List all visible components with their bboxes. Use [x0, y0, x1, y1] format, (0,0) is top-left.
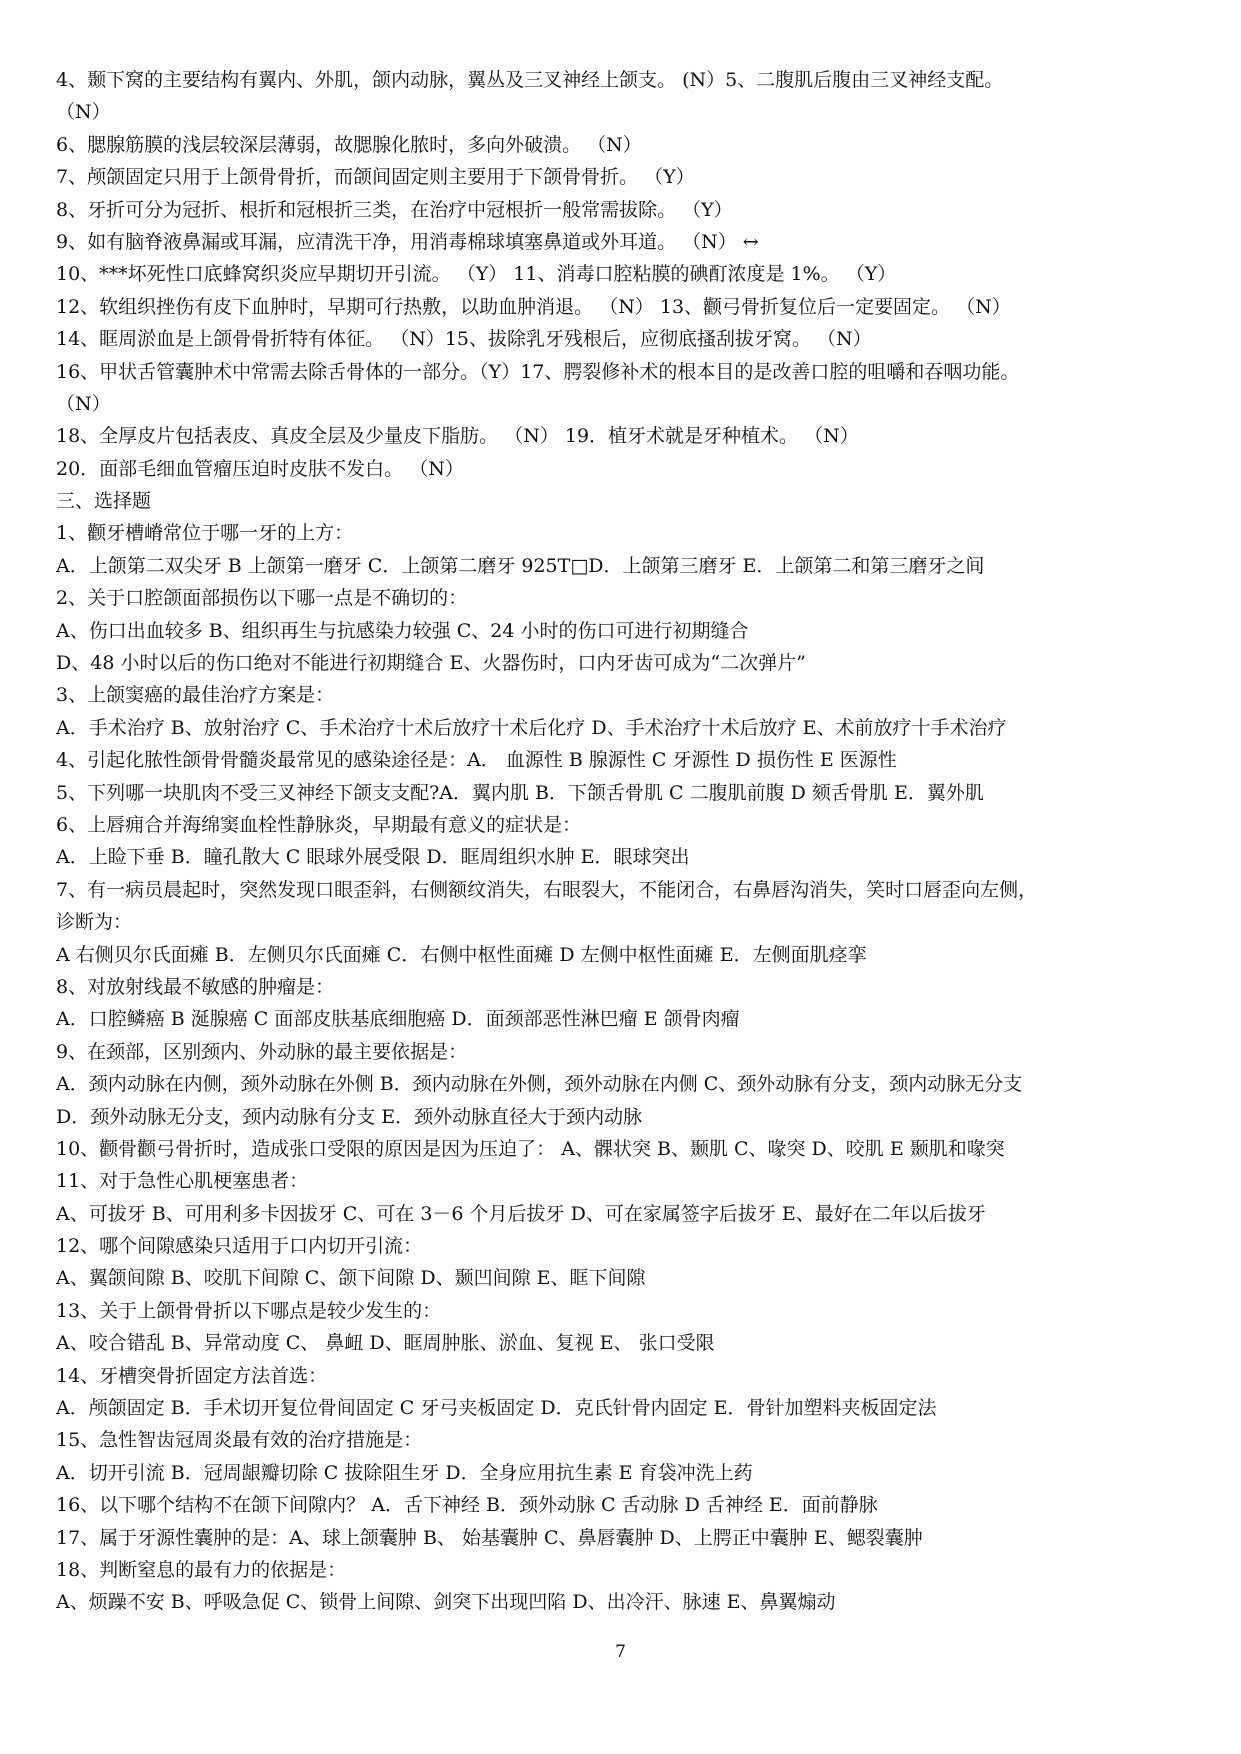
question-line: 7、有一病员晨起时，突然发现口眼歪斜，右侧额纹消失，右眼裂大，不能闭合，右鼻唇沟消失，笑时口唇歪向左侧，: [56, 878, 1038, 901]
question-line: 4、引起化脓性颌骨骨髓炎最常见的感染途径是：A． 血源性 B 腺源性 C 牙源性 D 损伤性 E 医源性: [56, 749, 897, 772]
text-line: （N）: [56, 392, 111, 415]
page-number: 7: [615, 1642, 626, 1662]
question-line: 14、牙槽突骨折固定方法首选：: [56, 1364, 328, 1387]
text-line: 14、眶周淤血是上颌骨骨折特有体征。 （N）15、拔除乳牙残根后，应彻底搔刮拔牙窝。 （N）: [56, 328, 872, 351]
text-line: 20．面部毛细血管瘤压迫时皮肤不发白。 （N）: [56, 457, 464, 480]
question-line: 5、下列哪一块肌肉不受三叉神经下颌支支配?A．翼内肌 B．下颌舌骨肌 C 二腹肌前腹 D 颏舌骨肌 E．翼外肌: [56, 781, 984, 804]
question-line: 18、判断窒息的最有力的依据是：: [56, 1558, 347, 1581]
options-line: A、翼颌间隙 B、咬肌下间隙 C、颌下间隙 D、颞凹间隙 E、眶下间隙: [56, 1267, 646, 1290]
question-line: 12、哪个间隙感染只适用于口内切开引流：: [56, 1235, 423, 1258]
options-line: A．切开引流 B．冠周龈瓣切除 C 拔除阻生牙 D．全身应用抗生素 E 育袋冲洗上药: [56, 1461, 753, 1484]
text-line: 4、颞下窝的主要结构有翼内、外肌，颌内动脉，翼丛及三叉神经上颌支。 (N）5、二腹肌后腹由三叉神经支配。: [56, 69, 1004, 91]
question-line: 13、关于上颌骨骨折以下哪点是较少发生的：: [56, 1299, 442, 1322]
text-line: 18、全厚皮片包括表皮、真皮全层及少量皮下脂肪。 （N） 19．植牙术就是牙种植术。 （N）: [56, 425, 859, 448]
options-line: A．颈内动脉在内侧，颈外动脉在外侧 B．颈内动脉在外侧，颈外动脉在内侧 C、颈外动脉有分支，颈内动脉无分支: [56, 1073, 1023, 1096]
question-line: 9、在颈部，区别颈内、外动脉的最主要依据是：: [56, 1040, 468, 1063]
question-line: 17、属于牙源性囊肿的是：A、球上颌囊肿 B、 始基囊肿 C、鼻唇囊肿 D、上腭正中囊肿 E、鳃裂囊肿: [56, 1526, 923, 1549]
question-line: 8、对放射线最不敏感的肿瘤是：: [56, 975, 335, 998]
text-line: 12、软组织挫伤有皮下血肿时，早期可行热敷，以助血肿消退。 （N） 13、颧弓骨折复位后一定要固定。 （N）: [56, 295, 1011, 318]
options-line: D、48 小时以后的伤口绝对不能进行初期缝合 E、火器伤时，口内牙齿可成为“二次弹片”: [56, 652, 806, 675]
options-line: D．颈外动脉无分支，颈内动脉有分支 E．颈外动脉直径大于颈内动脉: [56, 1105, 643, 1128]
question-line: 16、以下哪个结构不在颌下间隙内？ A．舌下神经 B．颈外动脉 C 舌动脉 D 舌神经 E．面前静脉: [56, 1494, 878, 1517]
text-line: 9、如有脑脊液鼻漏或耳漏，应清洗干净，用消毒棉球填塞鼻道或外耳道。 （N） ↔: [56, 230, 759, 253]
question-line: 3、上颌窦癌的最佳治疗方案是：: [56, 684, 335, 707]
options-line: A．颅颌固定 B．手术切开复位骨间固定 C 牙弓夹板固定 D．克氏针骨内固定 E．骨针加塑料夹板固定法: [56, 1397, 937, 1420]
text-line: 7、颅颌固定只用于上颌骨骨折，而颌间固定则主要用于下颌骨骨折。 （Y）: [56, 166, 695, 189]
question-line: 诊断为：: [56, 911, 133, 934]
text-line: 10、***坏死性口底蜂窝织炎应早期切开引流。 （Y） 11、消毒口腔粘膜的碘酊浓度是 1%。 （Y）: [56, 263, 897, 286]
options-line: A．上颌第二双尖牙 B 上颌第一磨牙 C．上颌第二磨牙 925T□D．上颌第三磨牙 E．上颌第二和第三磨牙之间: [56, 554, 985, 577]
options-line: A、烦躁不安 B、呼吸急促 C、锁骨上间隙、剑突下出现凹陷 D、出冷汗、脉速 E、鼻翼煽动: [56, 1591, 836, 1614]
options-line: A、咬合错乱 B、异常动度 C、 鼻衄 D、眶周肿胀、淤血、复视 E、 张口受限: [56, 1332, 715, 1355]
document-body: [56, 64, 1196, 1619]
question-line: 11、对于急性心肌梗塞患者：: [56, 1170, 309, 1193]
section-heading: 三、选择题: [56, 490, 152, 513]
options-line: A．口腔鳞癌 B 涎腺癌 C 面部皮肤基底细胞癌 D．面颈部恶性淋巴瘤 E 颌骨肉瘤: [56, 1008, 740, 1031]
question-line: 6、上唇痈合并海绵窦血栓性静脉炎，早期最有意义的症状是：: [56, 813, 582, 836]
question-line: 15、急性智齿冠周炎最有效的治疗措施是：: [56, 1429, 423, 1452]
question-line: 1、颧牙槽嵴常位于哪一牙的上方：: [56, 522, 354, 545]
text-line: 6、腮腺筋膜的浅层较深层薄弱，故腮腺化脓时，多向外破溃。 （N）: [56, 133, 642, 156]
options-line: A．上睑下垂 B．瞳孔散大 C 眼球外展受限 D．眶周组织水肿 E．眼球突出: [56, 846, 690, 869]
options-line: A．手术治疗 B、放射治疗 C、手术治疗十术后放疗十术后化疗 D、手术治疗十术后放疗 E、术前放疗十手术治疗: [56, 716, 1007, 739]
options-line: A、可拔牙 B、可用利多卡因拔牙 C、可在 3－6 个月后拔牙 D、可在家属签字后拔牙 E、最好在二年以后拔牙: [56, 1202, 986, 1225]
text-line: 16、甲状舌管囊肿术中常需去除舌骨体的一部分。（Y）17、腭裂修补术的根本目的是改善口腔的咀嚼和吞咽功能。: [56, 360, 1020, 383]
question-line: 10、颧骨颧弓骨折时，造成张口受限的原因是因为压迫了： A、髁状突 B、颞肌 C、喙突 D、咬肌 E 颞肌和喙突: [56, 1137, 1005, 1160]
text-line: 8、牙折可分为冠折、根折和冠根折三类，在治疗中冠根折一般常需拔除。 （Y）: [56, 198, 733, 221]
text-line: （N）: [56, 101, 111, 124]
options-line: A、伤口出血较多 B、组织再生与抗感染力较强 C、24 小时的伤口可进行初期缝合: [56, 619, 749, 642]
options-line: A 右侧贝尔氏面瘫 B．左侧贝尔氏面瘫 C．右侧中枢性面瘫 D 左侧中枢性面瘫 E．左侧面肌痉挛: [56, 943, 867, 966]
question-line: 2、关于口腔颌面部损伤以下哪一点是不确切的：: [56, 587, 468, 610]
